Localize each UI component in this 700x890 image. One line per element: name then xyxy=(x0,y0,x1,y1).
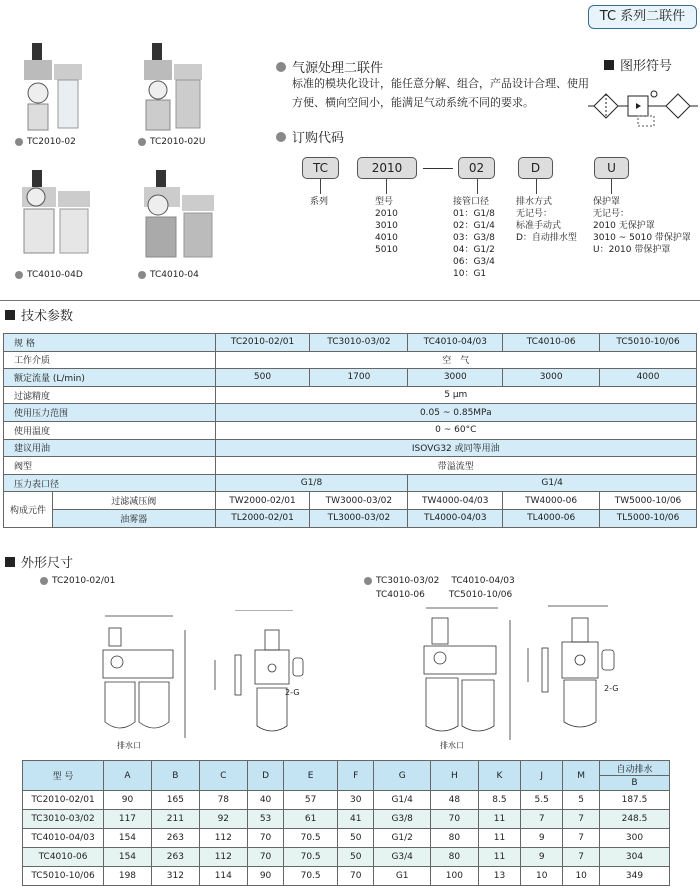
cell: 90 xyxy=(104,791,152,810)
square-bullet-icon xyxy=(5,310,15,320)
product-name: TC2010-02U xyxy=(150,137,206,147)
cell: 7 xyxy=(563,848,600,867)
cell: TL2000-02/01 xyxy=(215,509,310,527)
cell: TW4000-04/03 xyxy=(408,492,503,510)
bullet-icon xyxy=(40,577,48,585)
product-name: TC4010-04D xyxy=(27,270,83,280)
cell: 4000 xyxy=(600,369,697,387)
product-label xyxy=(15,270,83,280)
table-row xyxy=(23,848,670,867)
column-header: A xyxy=(104,761,152,791)
cell: 70.5 xyxy=(284,829,338,848)
cell: 117 xyxy=(104,810,152,829)
cell: G1/4 xyxy=(408,474,697,492)
cell: 11 xyxy=(478,829,520,848)
cell: 41 xyxy=(337,810,374,829)
product-image-tc4010-04d xyxy=(10,165,120,265)
product-name: TC2010-02 xyxy=(27,137,76,147)
code-desc-port: 接管口径 01：G1/8 02：G1/4 03：G3/8 04：G1/2 06：G3/4 10：G1 xyxy=(453,197,495,279)
product-label xyxy=(15,137,76,147)
symbol-heading xyxy=(604,55,672,74)
code-model: 2010 xyxy=(357,157,417,179)
cell: 154 xyxy=(104,848,152,867)
heading-text: 技术参数 xyxy=(21,309,74,324)
cell: 空 气 xyxy=(215,351,696,369)
cell: 70 xyxy=(247,829,284,848)
cell: 61 xyxy=(284,810,338,829)
cell: 80 xyxy=(430,829,478,848)
bullet-icon xyxy=(364,577,372,585)
column-header: E xyxy=(284,761,338,791)
bullet-icon xyxy=(15,138,23,146)
code-desc-model: 型号 2010 3010 4010 5010 xyxy=(375,197,398,255)
cell: 50 xyxy=(337,829,374,848)
column-header: J xyxy=(521,761,563,791)
drawing-group-label xyxy=(40,576,115,586)
table-row xyxy=(23,791,670,810)
cell: 248.5 xyxy=(600,810,670,829)
cell: TL4000-04/03 xyxy=(408,509,503,527)
table-row xyxy=(4,492,697,510)
heading-text: 图形符号 xyxy=(620,59,673,74)
specs-heading xyxy=(5,305,73,324)
cell: 78 xyxy=(199,791,247,810)
cell: 使用温度 xyxy=(4,421,216,439)
product-image-tc4010-04 xyxy=(130,165,240,265)
heading-text: 气源处理二联件 xyxy=(292,61,384,76)
cell: 165 xyxy=(151,791,199,810)
product-image-tc2010-02 xyxy=(10,38,120,138)
bullet-icon xyxy=(276,132,286,142)
page-title: TC 系列二联件 xyxy=(588,5,697,29)
table-row xyxy=(4,404,697,422)
table-row xyxy=(4,351,697,369)
square-bullet-icon xyxy=(5,557,15,567)
cell: G1/4 xyxy=(374,791,430,810)
column-header: 型 号 xyxy=(23,761,104,791)
code-desc-cover: 保护罩 无记号： 2010 无保护罩 3010 ~ 5010 带保护罩 U：2010 带保护罩 xyxy=(593,197,691,255)
cell: ISOVG32 或同等用油 xyxy=(215,439,696,457)
cell: 304 xyxy=(600,848,670,867)
heading-text: 订购代码 xyxy=(292,131,345,146)
table-row xyxy=(4,509,697,527)
cell: 过滤减压阀 xyxy=(52,492,215,510)
cell: G3/4 xyxy=(374,848,430,867)
cell: 300 xyxy=(600,829,670,848)
cell: G1/8 xyxy=(215,474,408,492)
cell: 3000 xyxy=(503,369,600,387)
model-text: TC4010-04/03 xyxy=(451,576,515,586)
cell: 53 xyxy=(247,810,284,829)
dimension-drawing-small xyxy=(95,610,315,750)
cell: 5 μm xyxy=(215,386,696,404)
intro-text: 标准的模块化设计，能任意分解、组合，产品设计合理、使用方便、横向空间小，能满足气动系统不同的要求。 xyxy=(292,77,589,109)
cell: 压力表口径 xyxy=(4,474,216,492)
cell: TC5010-10/06 xyxy=(23,867,104,886)
cell: 70.5 xyxy=(284,848,338,867)
cell: 1700 xyxy=(310,369,408,387)
column-header: F xyxy=(337,761,374,791)
cell: 5 xyxy=(563,791,600,810)
cell: TC4010-06 xyxy=(503,334,600,352)
cell: 112 xyxy=(199,829,247,848)
table-row xyxy=(4,474,697,492)
product-image-tc2010-02u xyxy=(130,38,240,138)
cell: 198 xyxy=(104,867,152,886)
table-row xyxy=(23,810,670,829)
drain-port-label: 排水口 xyxy=(117,741,141,750)
cell: 7 xyxy=(521,810,563,829)
port-label: 2-G xyxy=(285,688,300,697)
cell: 349 xyxy=(600,867,670,886)
dimensions-heading xyxy=(5,552,73,571)
cell: 80 xyxy=(430,848,478,867)
column-header: K xyxy=(478,761,520,791)
cell: 57 xyxy=(284,791,338,810)
table-row xyxy=(4,421,697,439)
table-row xyxy=(4,457,697,475)
cell: 额定流量 (L/min) xyxy=(4,369,216,387)
table-row xyxy=(4,439,697,457)
model-text: TC5010-10/06 xyxy=(448,590,513,600)
cell: 7 xyxy=(563,810,600,829)
product-label xyxy=(138,270,199,280)
cell: 154 xyxy=(104,829,152,848)
cell: 13 xyxy=(478,867,520,886)
product-label xyxy=(138,137,205,147)
cell: TC5010-10/06 xyxy=(600,334,697,352)
code-drain: D xyxy=(518,157,553,179)
code-desc-drain: 排水方式 无记号： 标准手动式 D：自动排水型 xyxy=(516,197,577,243)
table-row xyxy=(4,386,697,404)
code-series: TC xyxy=(302,157,339,179)
cell: 带溢流型 xyxy=(215,457,696,475)
cell: 阀型 xyxy=(4,457,216,475)
cell: 100 xyxy=(430,867,478,886)
cell: TW5000-10/06 xyxy=(600,492,697,510)
drawing-group-label xyxy=(364,576,515,586)
bullet-icon xyxy=(138,138,146,146)
cell: TL3000-03/02 xyxy=(310,509,408,527)
square-bullet-icon xyxy=(604,60,614,70)
cell: 114 xyxy=(199,867,247,886)
port-label: 2-G xyxy=(604,684,619,693)
cell: 7 xyxy=(563,829,600,848)
drawing-group-label xyxy=(376,590,512,600)
cell: 3000 xyxy=(408,369,503,387)
spec-table xyxy=(3,333,697,528)
table-row xyxy=(23,867,670,886)
cell: 10 xyxy=(521,867,563,886)
cell: 11 xyxy=(478,810,520,829)
cell: TC4010-04/03 xyxy=(408,334,503,352)
product-name: TC4010-04 xyxy=(150,270,199,280)
dash-separator xyxy=(423,168,453,169)
cell: 40 xyxy=(247,791,284,810)
cell: TC2010-02/01 xyxy=(23,791,104,810)
cell: TC4010-06 xyxy=(23,848,104,867)
table-row xyxy=(4,369,697,387)
dimension-drawing-large xyxy=(418,600,638,750)
cell: 11 xyxy=(478,848,520,867)
column-header: C xyxy=(199,761,247,791)
cell: G1/2 xyxy=(374,829,430,848)
pneumatic-symbol-icon xyxy=(588,88,698,133)
cell: 使用压力范围 xyxy=(4,404,216,422)
cell: 30 xyxy=(337,791,374,810)
code-desc-series: 系列 xyxy=(310,197,329,207)
cell: TC2010-02/01 xyxy=(215,334,310,352)
bullet-icon xyxy=(276,62,286,72)
code-cover: U xyxy=(594,157,629,179)
model-text: TC3010-03/02 xyxy=(376,576,440,586)
cell: 90 xyxy=(247,867,284,886)
cell: 70 xyxy=(247,848,284,867)
model-text: TC2010-02/01 xyxy=(52,576,116,586)
cell: TC3010-03/02 xyxy=(310,334,408,352)
cell: 92 xyxy=(199,810,247,829)
cell: 263 xyxy=(151,848,199,867)
cell: 0 ~ 60°C xyxy=(215,421,696,439)
column-header: H xyxy=(430,761,478,791)
model-text: TC4010-06 xyxy=(376,590,425,600)
cell: 油雾器 xyxy=(52,509,215,527)
cell: 构成元件 xyxy=(4,492,53,527)
heading-text: 外形尺寸 xyxy=(21,556,74,571)
cell: 规 格 xyxy=(4,334,216,352)
cell: 建议用油 xyxy=(4,439,216,457)
cell: 70 xyxy=(430,810,478,829)
bullet-icon xyxy=(138,271,146,279)
cell: 9 xyxy=(521,829,563,848)
cell: 187.5 xyxy=(600,791,670,810)
cell: G3/8 xyxy=(374,810,430,829)
bullet-icon xyxy=(15,271,23,279)
code-port: 02 xyxy=(458,157,495,179)
cell: 工作介质 xyxy=(4,351,216,369)
cell: 8.5 xyxy=(478,791,520,810)
column-header: B xyxy=(600,776,670,791)
column-header: 自动排水 xyxy=(600,761,670,776)
cell: TC4010-04/03 xyxy=(23,829,104,848)
cell: TL5000-10/06 xyxy=(600,509,697,527)
drain-port-label: 排水口 xyxy=(440,741,464,750)
cell: 10 xyxy=(563,867,600,886)
cell: 过滤精度 xyxy=(4,386,216,404)
cell: 9 xyxy=(521,848,563,867)
cell: 70.5 xyxy=(284,867,338,886)
cell: TW4000-06 xyxy=(503,492,600,510)
cell: TC3010-03/02 xyxy=(23,810,104,829)
cell: 500 xyxy=(215,369,310,387)
cell: TL4000-06 xyxy=(503,509,600,527)
cell: 70 xyxy=(337,867,374,886)
cell: 50 xyxy=(337,848,374,867)
table-row xyxy=(23,829,670,848)
cell: 263 xyxy=(151,829,199,848)
column-header: D xyxy=(247,761,284,791)
cell: 112 xyxy=(199,848,247,867)
table-row xyxy=(4,334,697,352)
cell: 48 xyxy=(430,791,478,810)
cell: G1 xyxy=(374,867,430,886)
table-header-row xyxy=(23,761,670,776)
cell: TW2000-02/01 xyxy=(215,492,310,510)
cell: 0.05 ~ 0.85MPa xyxy=(215,404,696,422)
column-header: M xyxy=(563,761,600,791)
order-heading xyxy=(276,127,344,146)
cell: 211 xyxy=(151,810,199,829)
cell: 5.5 xyxy=(521,791,563,810)
cell: TW3000-03/02 xyxy=(310,492,408,510)
cell: 312 xyxy=(151,867,199,886)
column-header: B xyxy=(151,761,199,791)
dimension-table xyxy=(22,760,670,886)
column-header: G xyxy=(374,761,430,791)
